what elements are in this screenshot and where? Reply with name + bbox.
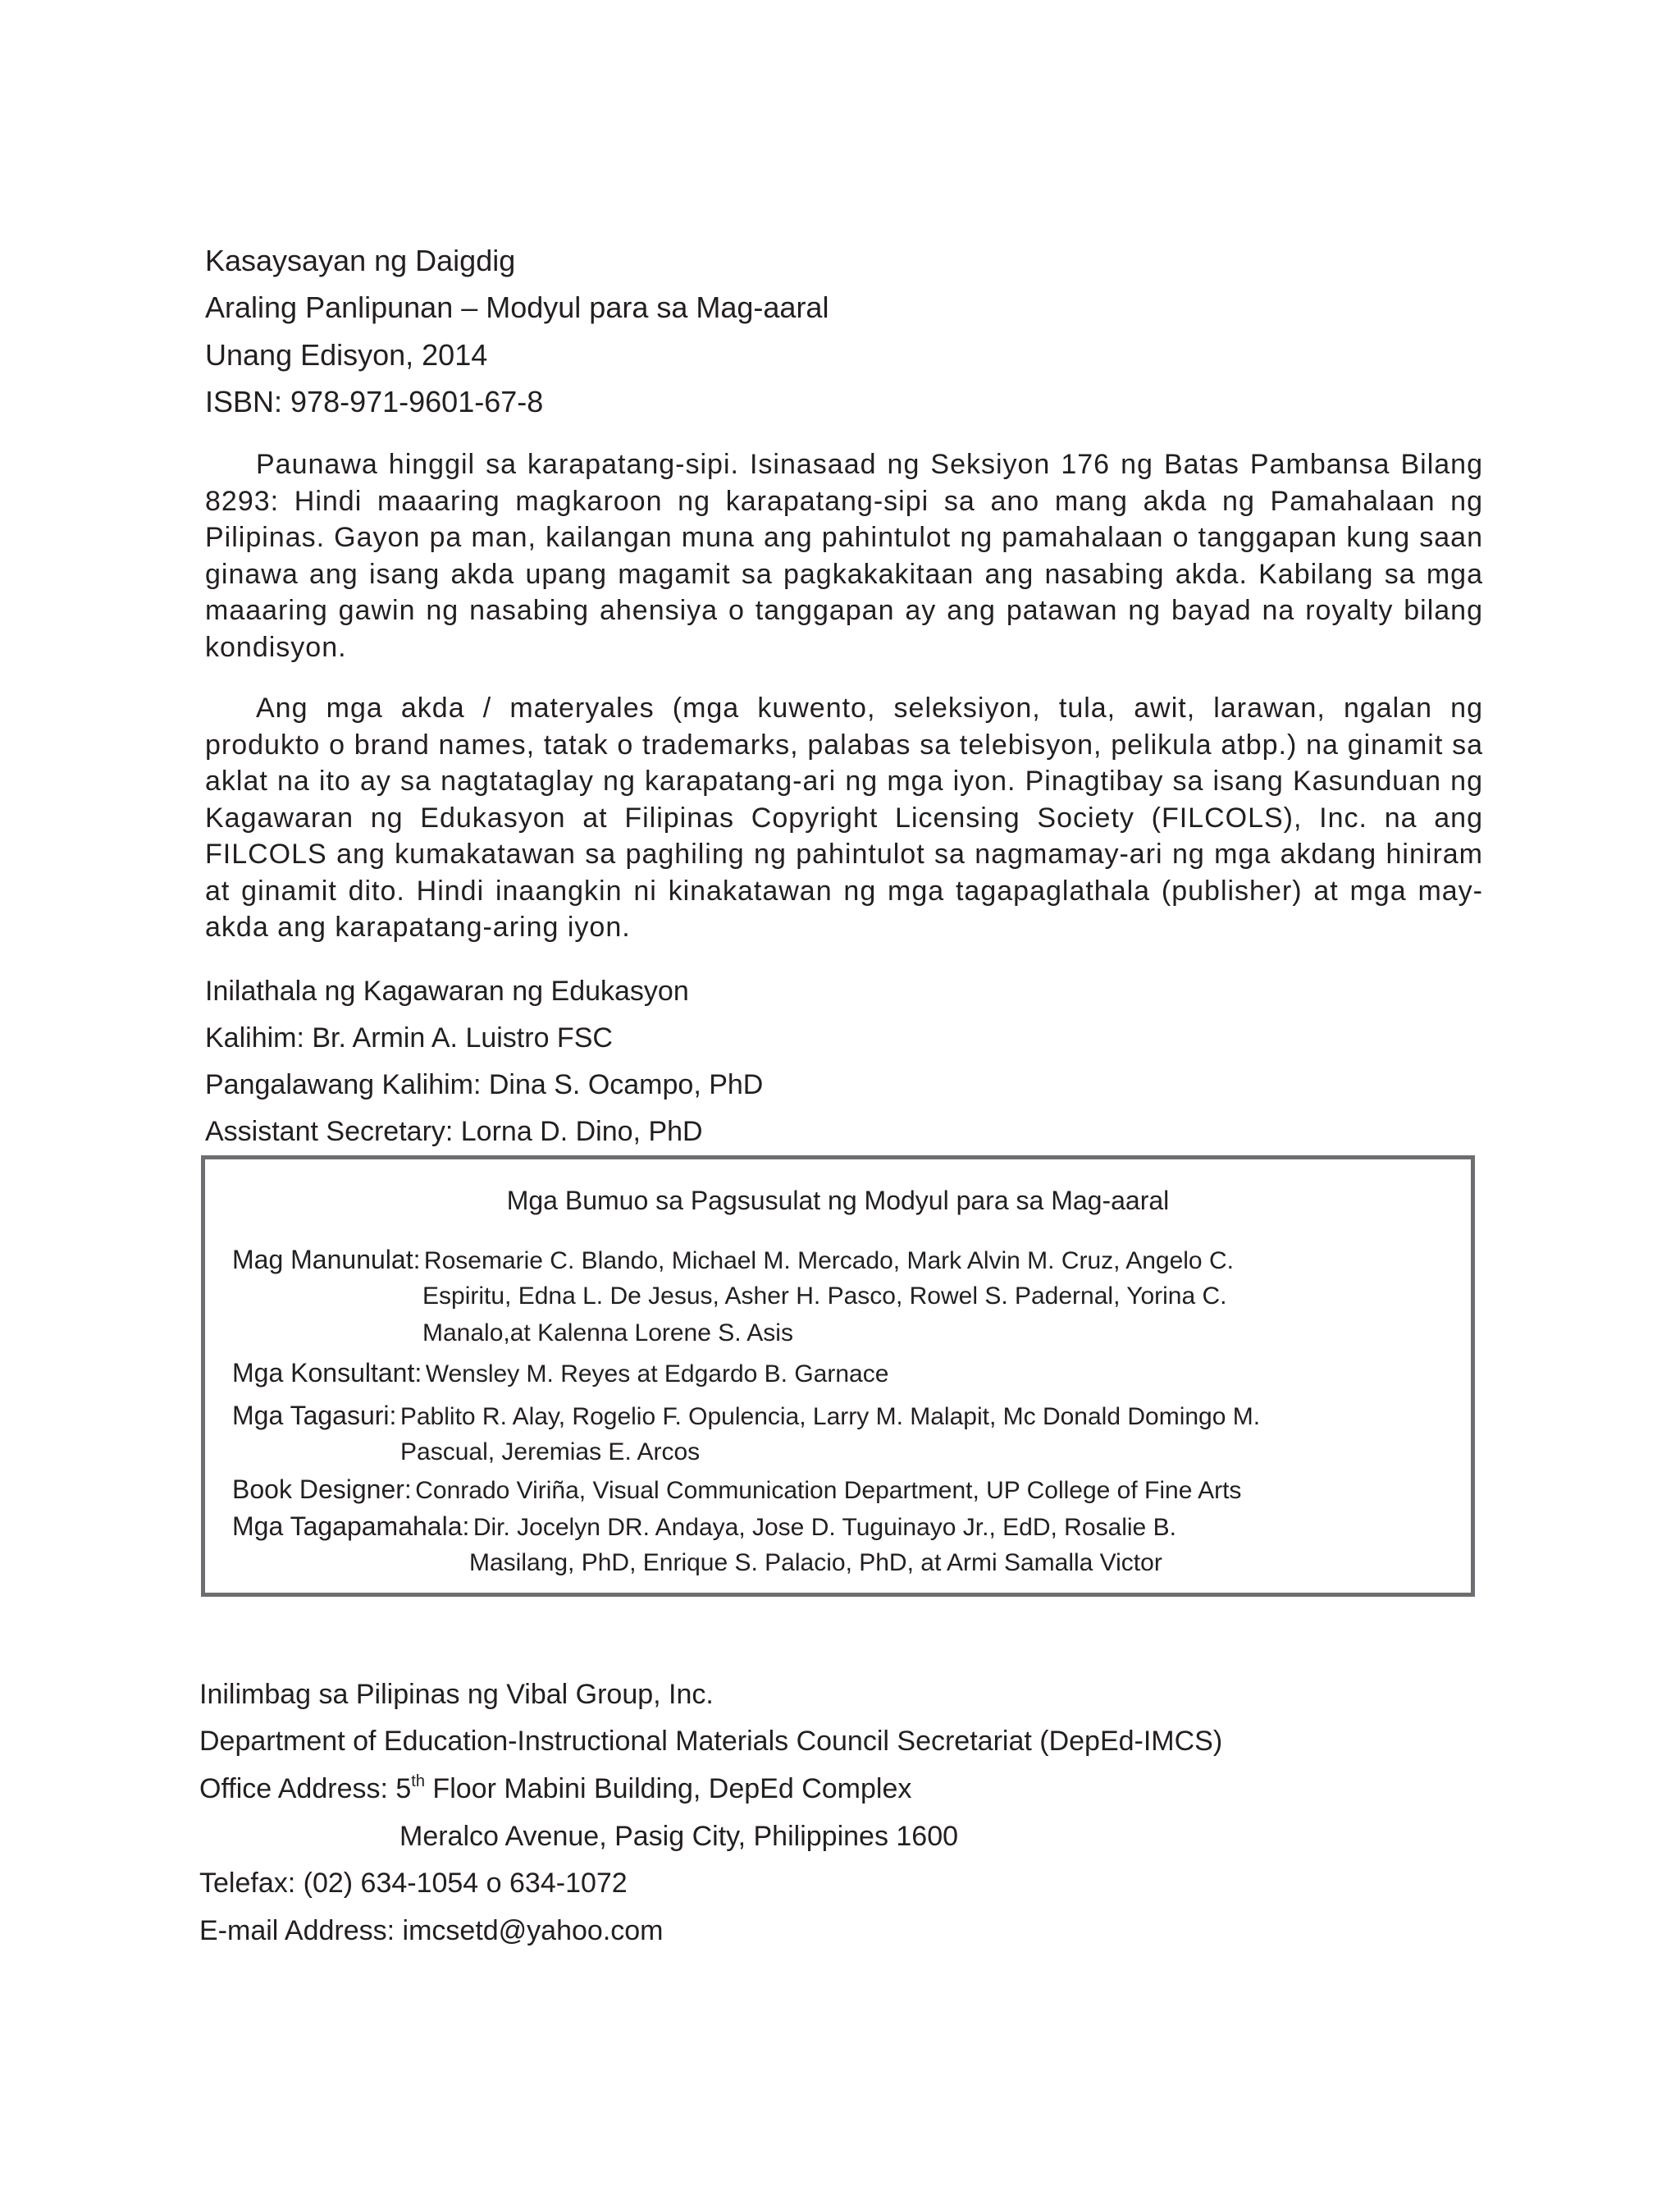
isbn: ISBN: 978-971-9601-67-8 (205, 385, 544, 418)
managers-label: Mga Tagapamahala: (232, 1511, 470, 1541)
office-rest: Floor Mabini Building, DepEd Complex (424, 1773, 912, 1804)
managers-line-2: Masilang, PhD, Enrique S. Palacio, PhD, at Armi Samalla Victor (469, 1549, 1162, 1576)
designer-label: Book Designer: (232, 1474, 412, 1504)
office-prefix: Office Address: 5 (199, 1773, 412, 1804)
credits-box (201, 1155, 1475, 1597)
writers-row (232, 1243, 1234, 1282)
printer: Inilimbag sa Pilipinas ng Vibal Group, Inc. (199, 1679, 714, 1710)
book-title: Kasaysayan ng Daigdig (205, 244, 516, 277)
office-address (199, 1772, 911, 1805)
office-superscript: th (411, 1772, 425, 1790)
undersecretary: Pangalawang Kalihim: Dina S. Ocampo, PhD (205, 1069, 764, 1100)
assistant-secretary: Assistant Secretary: Lorna D. Dino, PhD (205, 1116, 703, 1147)
designer-row (232, 1473, 1241, 1511)
book-subtitle: Araling Panlipunan – Modyul para sa Mag-aaral (205, 290, 829, 324)
email-address: E-mail Address: imcsetd@yahoo.com (199, 1915, 664, 1946)
secretary: Kalihim: Br. Armin A. Luistro FSC (205, 1022, 613, 1054)
consultants-names: Wensley M. Reyes at Edgardo B. Garnace (425, 1360, 889, 1388)
published-by: Inilathala ng Kagawaran ng Edukasyon (205, 976, 689, 1007)
consultants-row (232, 1356, 888, 1395)
copyright-notice-paragraph (205, 446, 1483, 665)
writers-line-1: Rosemarie C. Blando, Michael M. Mercado, Mark Alvin M. Cruz, Angelo C. (423, 1247, 1234, 1274)
consultants-label: Mga Konsultant: (232, 1358, 422, 1388)
writers-line-2: Espiritu, Edna L. De Jesus, Asher H. Pasco, Rowel S. Padernal, Yorina C. (422, 1282, 1227, 1310)
copyright-notice-text: Paunawa hinggil sa karapatang-sipi. Isinasaad ng Seksiyon 176 ng Batas Pambansa Bilang 8293: Hindi maaaring magkaroon ng karapatang-sipi sa ano mang akda ng Pamahalaan ng Pilipinas. Gayon pa man, kailangan muna ang pahintulot ng pamahalaan o tanggapan kung saan ginawa ang isang akda upang magamit sa pagkakakitaan ang nasabing akda. Kabilang sa mga maaaring gawin ng nasabing ahensiya o tanggapan ay ang patawan ng bayad na royalty bilang kondisyon. (205, 449, 1483, 663)
reviewers-line-1: Pablito R. Alay, Rogelio F. Opulencia, Larry M. Malapit, Mc Donald Domingo M. (399, 1403, 1261, 1430)
managers-line-1: Dir. Jocelyn DR. Andaya, Jose D. Tuguinayo Jr., EdD, Rosalie B. (472, 1514, 1176, 1541)
materials-notice-text: Ang mga akda / materyales (mga kuwento, seleksiyon, tula, awit, larawan, ngalan ng produkto o brand names, tatak o trademarks, palabas sa telebisyon, pelikula atbp.) na ginamit sa aklat na ito ay sa nagtataglay ng karapatang-ari ng mga iyon. Pinagtibay sa isang Kasunduan ng Kagawaran ng Edukasyon at Filipinas Copyright Licensing Society (FILCOLS), Inc. na ang FILCOLS ang kumakatawan sa paghiling ng pahintulot sa nagmamay-ari ng mga akdang hiniram at ginamit dito. Hindi inaangkin ni kinakatawan ng mga tagapaglathala (publisher) at mga may-akda ang karapatang-aring iyon. (205, 693, 1483, 943)
reviewers-row (232, 1399, 1260, 1438)
managers-row (232, 1510, 1176, 1548)
reviewers-label: Mga Tagasuri: (232, 1401, 397, 1430)
writers-line-3: Manalo,at Kalenna Lorene S. Asis (422, 1319, 793, 1346)
telefax: Telefax: (02) 634-1054 o 634-1072 (199, 1868, 628, 1899)
credits-box-title: Mga Bumuo sa Pagsusulat ng Modyul para sa Mag-aaral (506, 1186, 1170, 1215)
writers-label: Mag Manunulat: (232, 1245, 421, 1274)
designer-names: Conrado Viriña, Visual Communication Department, UP College of Fine Arts (415, 1477, 1242, 1504)
materials-notice-paragraph (205, 690, 1483, 946)
reviewers-line-2: Pascual, Jeremias E. Arcos (400, 1438, 701, 1465)
office-address-line-2: Meralco Avenue, Pasig City, Philippines 1600 (399, 1821, 959, 1852)
edition: Unang Edisyon, 2014 (205, 338, 488, 372)
department: Department of Education-Instructional Materials Council Secretariat (DepEd-IMCS) (199, 1726, 1223, 1757)
